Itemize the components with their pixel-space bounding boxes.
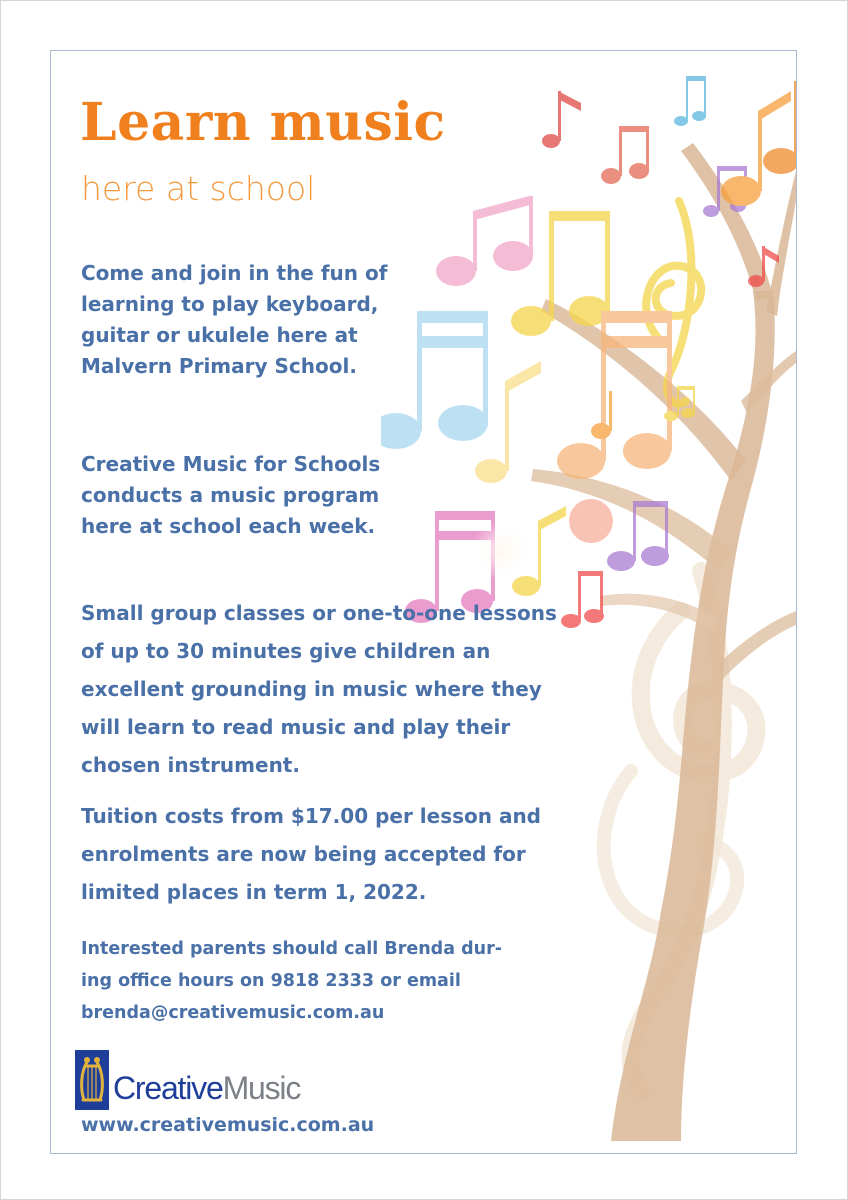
- logo-wordmark: [113, 1068, 300, 1108]
- tree-branch-top-right: [766, 171, 796, 316]
- note-red-low: [561, 571, 604, 628]
- intro-paragraph: Come and join in the fun of learning to play keyboard, guitar or ukulele here at Malvern Primary School.: [81, 261, 388, 378]
- contact-paragraph: Interested parents should call Brenda dur- ing office hours on 9818 2333 or email brenda@creativemusic.com.au: [81, 939, 502, 1023]
- flyer-title: Learn music: [80, 92, 446, 153]
- tuition-paragraph: Tuition costs from $17.00 per lesson and enrolments are now being accepted for limited places in term 1, 2022.: [81, 804, 541, 904]
- note-blue-large: [381, 311, 488, 449]
- program-paragraph: Creative Music for Schools conducts a music program here at school each week.: [81, 452, 381, 538]
- flyer-subtitle: here at school: [81, 169, 316, 208]
- note-blue-top: [674, 76, 706, 126]
- flyer: [50, 50, 797, 1154]
- lyre-icon: [75, 1050, 109, 1110]
- note-orange-large: [557, 311, 672, 479]
- logo-word-music: Music: [222, 1070, 301, 1106]
- note-red-top-2: [601, 126, 649, 184]
- lessons-paragraph: Small group classes or one-to-one lessons of up to 30 minutes give children an excellent grounding in music where they will learn to read music and play their chosen instrument.: [81, 601, 557, 777]
- logo-word-creative: Creative: [113, 1070, 223, 1106]
- website-link[interactable]: www.creativemusic.com.au: [81, 1114, 375, 1136]
- note-red-top: [542, 91, 581, 148]
- note-orange-top: [763, 81, 796, 174]
- note-pink-large: [436, 195, 533, 286]
